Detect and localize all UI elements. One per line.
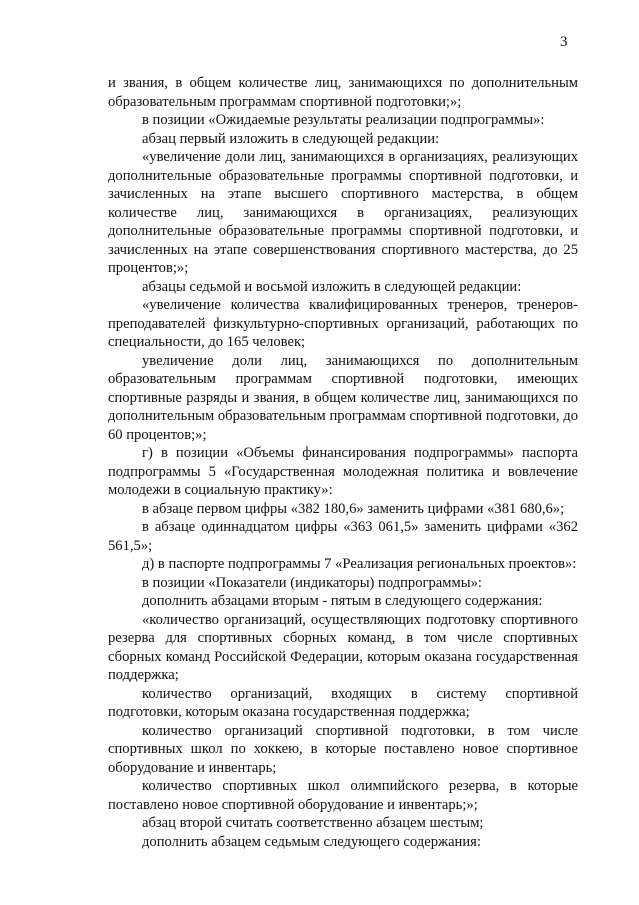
paragraph: количество организаций, входящих в систему спортивной подготовки, которым оказана государственная поддержка; [108,685,578,720]
paragraph: «количество организаций, осуществляющих подготовку спортивного резерва для спортивных сборных команд, в том числе спортивных сборных команд Российской Федерации, которым оказана государственная поддержка; [108,611,578,683]
paragraph: «увеличение количества квалифицированных тренеров, тренеров-преподавателей физкультурно-спортивных организаций, работающих по специальности, до 165 человек; [108,297,578,350]
document-body [108,74,578,851]
paragraph: абзац первый изложить в следующей редакции: [142,130,440,147]
page-number: 3 [560,34,568,50]
paragraph: «увеличение доли лиц, занимающихся в организациях, реализующих дополнительные образовательные программы спортивной подготовки, и зачисленных на этапе высшего спортивного мастерства, в общем количестве лиц, занимающихся в организациях, реализующих дополнительные образовательные программы спортивной подготовки, и зачисленных на этапе совершенствования спортивного мастерства, до 25 процентов;»; [108,149,578,276]
paragraph: и звания, в общем количестве лиц, занимающихся по дополнительным образовательным программам спортивной подготовки;»; [108,75,578,110]
paragraph: в позиции «Показатели (индикаторы) подпрограммы»: [142,574,482,591]
paragraph: количество спортивных школ олимпийского резерва, в которые поставлено новое спортивной оборудование и инвентарь;»; [108,778,578,813]
paragraph: в абзаце одиннадцатом цифры «363 061,5» заменить цифрами «362 561,5»; [108,519,578,554]
paragraph: в позиции «Ожидаемые результаты реализации подпрограммы»: [142,112,545,128]
paragraph: д) в паспорте подпрограммы 7 «Реализация региональных проектов»: [142,556,577,572]
paragraph: количество организаций спортивной подготовки, в том числе спортивных школ по хоккею, в которые поставлено новое спортивное оборудование и инвентарь; [108,722,578,776]
paragraph: дополнить абзацами вторым - пятым в следующего содержания: [142,593,543,609]
paragraph: абзацы седьмой и восьмой изложить в следующей редакции: [142,278,522,295]
paragraph: в абзаце первом цифры «382 180,6» заменить цифрами «381 680,6»; [142,500,565,517]
paragraph: дополнить абзацем седьмым следующего содержания: [142,833,481,850]
paragraph: г) в позиции «Объемы финансирования подпрограммы» паспорта подпрограммы 5 «Государственная молодежная политика и вовлечение молодежи в социальную практику»: [108,445,578,498]
paragraph: абзац второй считать соответственно абзацем шестым; [142,815,484,831]
paragraph: увеличение доли лиц, занимающихся по дополнительным образовательным программам спортивной подготовки, имеющих спортивные разряды и звания, в общем количестве лиц, занимающихся по дополнительным образовательным программам спортивной подготовки, до 60 процентов;»; [108,352,578,443]
